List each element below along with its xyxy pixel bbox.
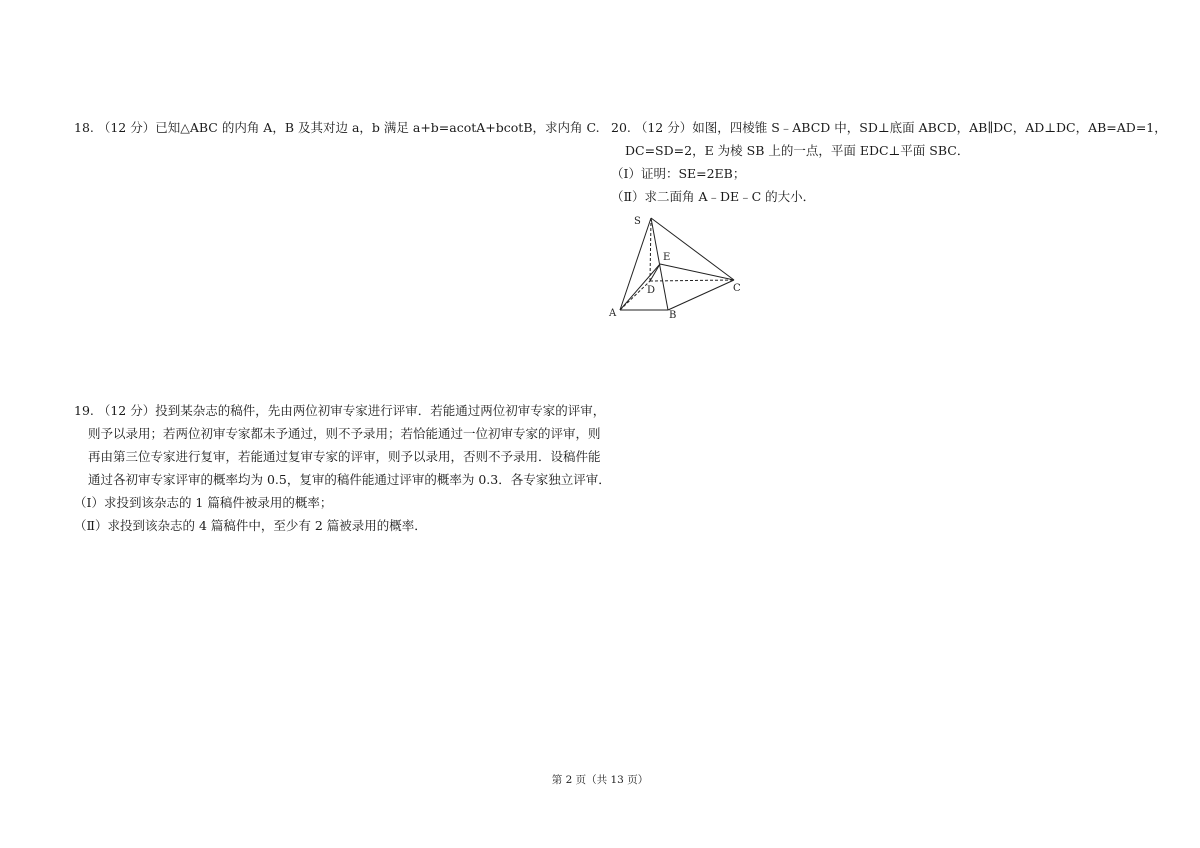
question-19-part-1: （Ⅰ）求投到该杂志的 1 篇稿件被录用的概率； — [74, 495, 333, 510]
edge-BC — [668, 280, 734, 310]
label-S: S — [634, 216, 641, 227]
label-B: B — [669, 310, 677, 321]
question-19-line-3: 再由第三位专家进行复审，若能通过复审专家的评审，则予以录用，否则不予录用．设稿件能 — [88, 449, 601, 464]
question-18 — [74, 116, 600, 139]
edge-SA — [620, 218, 651, 310]
question-18-text: 18. （12 分）已知△ABC 的内角 A，B 及其对边 a，b 满足 a+b=acotA+bcotB，求内角 C. — [74, 120, 600, 135]
question-20-line-2: DC=SD=2，E 为棱 SB 上的一点，平面 EDC⊥平面 SBC． — [625, 143, 970, 158]
edge-ED — [650, 264, 660, 281]
label-A: A — [609, 308, 617, 319]
question-19 — [74, 399, 611, 537]
pyramid-figure — [606, 210, 756, 325]
label-E: E — [663, 252, 671, 263]
edge-SD — [650, 218, 651, 281]
label-D: D — [647, 285, 656, 296]
question-20-part-2: （Ⅱ）求二面角 A﹣DE﹣C 的大小． — [611, 189, 816, 204]
question-20 — [611, 116, 1167, 208]
question-19-line-4: 通过各初审专家评审的概率均为 0.5，复审的稿件能通过评审的概率为 0.3．各专家独立评审． — [88, 472, 611, 487]
label-C: C — [733, 283, 741, 294]
question-20-part-1: （Ⅰ）证明：SE=2EB； — [611, 166, 746, 181]
question-19-line-2: 则予以录用；若两位初审专家都未予通过，则不予录用；若恰能通过一位初审专家的评审，则 — [88, 426, 601, 441]
question-19-part-2: （Ⅱ）求投到该杂志的 4 篇稿件中，至少有 2 篇被录用的概率． — [74, 518, 427, 533]
page-footer: 第 2 页（共 13 页） — [551, 774, 649, 786]
question-19-line-1: 19. （12 分）投到某杂志的稿件，先由两位初审专家进行评审．若能通过两位初审专家的评审， — [74, 403, 606, 418]
question-20-line-1: 20. （12 分）如图，四棱锥 S﹣ABCD 中，SD⊥底面 ABCD，AB∥DC，AD⊥DC，AB=AD=1， — [611, 120, 1167, 135]
